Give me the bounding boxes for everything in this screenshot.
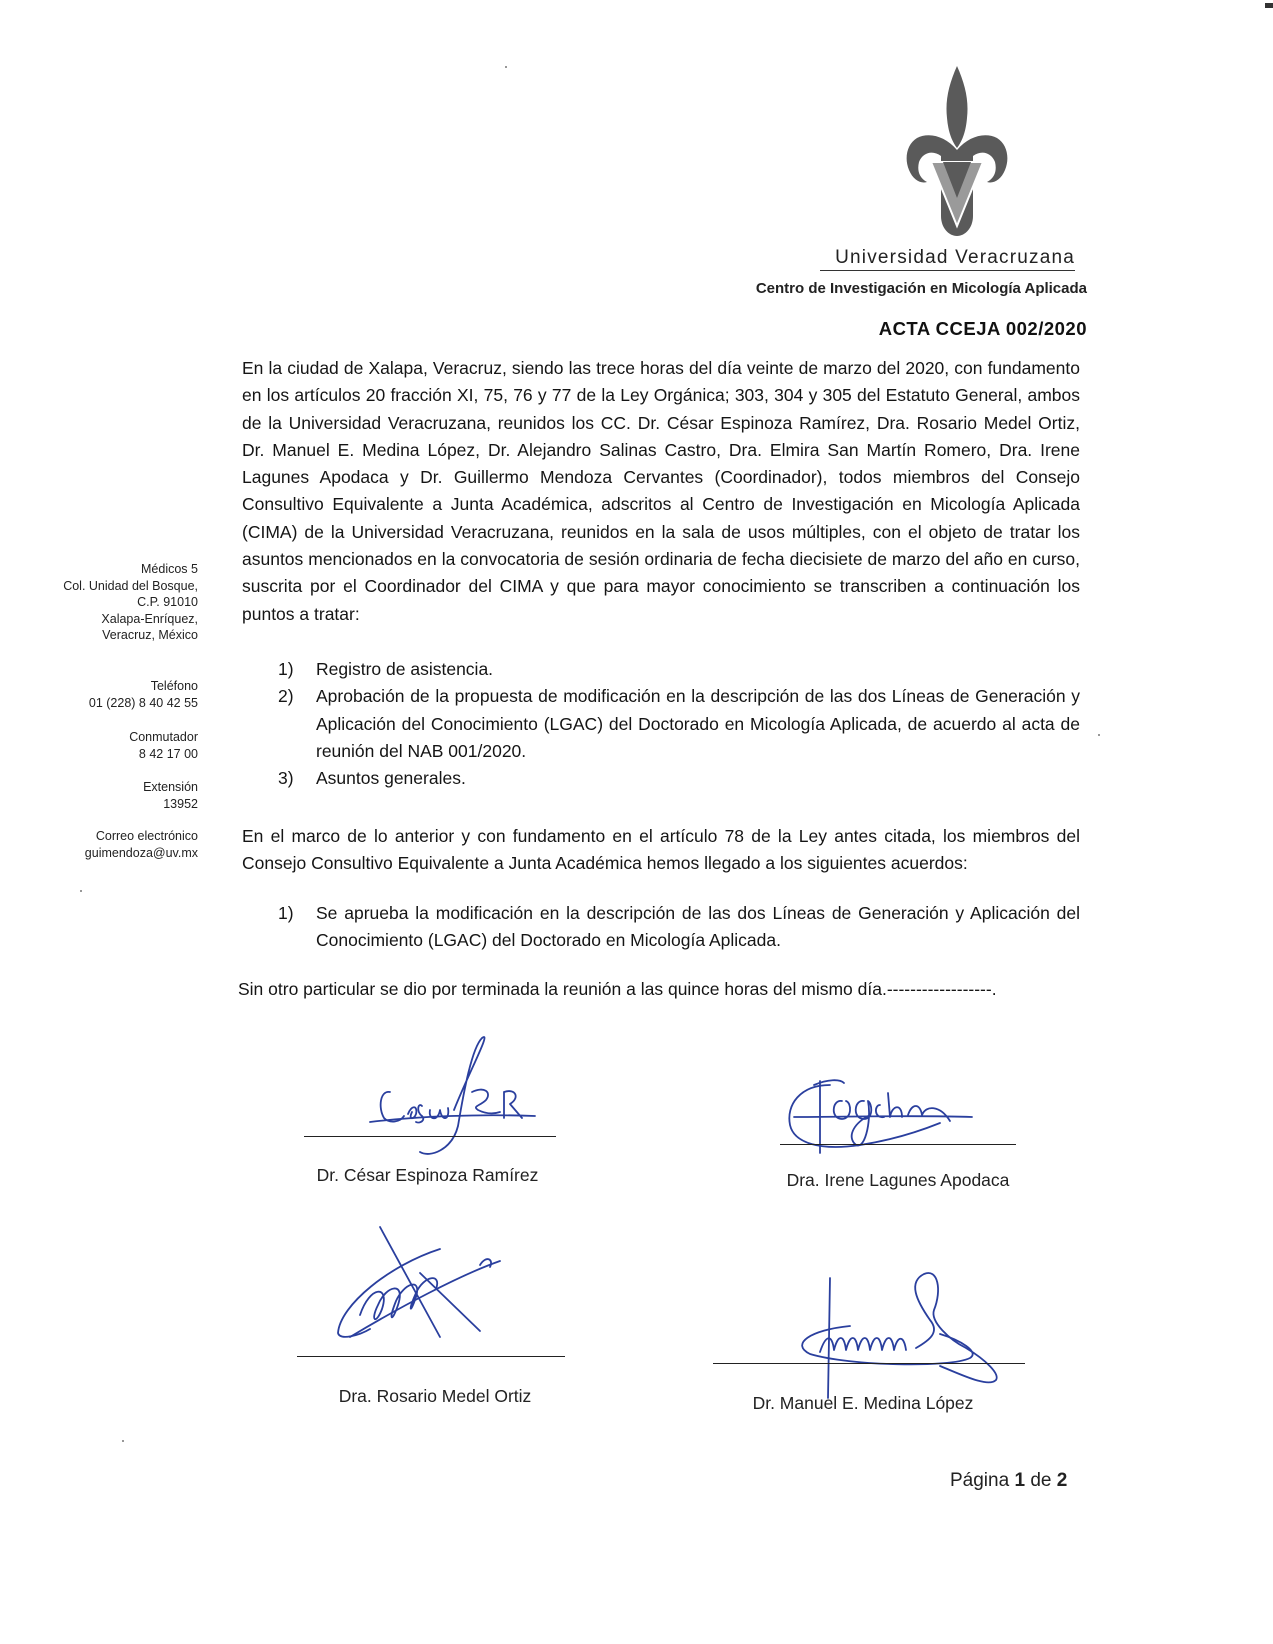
phone-label: Teléfono	[150, 679, 198, 693]
address-block	[40, 561, 198, 644]
signature-manuel-icon	[790, 1270, 1020, 1400]
address-line: Xalapa-Enríquez,	[101, 611, 198, 626]
signature-rosario-icon	[330, 1225, 530, 1345]
signature-line	[297, 1356, 565, 1357]
switchboard-value: 8 42 17 00	[138, 746, 198, 761]
page-number	[950, 1470, 1067, 1492]
scan-speck	[1098, 734, 1100, 736]
address-line: Médicos 5	[141, 562, 198, 576]
page-total: 2	[1056, 1470, 1068, 1491]
closing-paragraph: Sin otro particular se dio por terminada la reunión a las quince horas del mismo día.------------------.	[238, 979, 997, 999]
institution-name: Universidad Veracruzana	[820, 247, 1075, 271]
page-label: Página	[950, 1470, 1010, 1491]
signatory-name: Dra. Irene Lagunes Apodaca	[786, 1170, 1010, 1190]
agenda-list	[278, 656, 1080, 792]
signature-line	[713, 1363, 1025, 1364]
center-name: Centro de Investigación en Micología Aplicada	[755, 280, 1087, 297]
email-block	[40, 828, 198, 861]
switchboard-label: Conmutador	[129, 730, 198, 744]
agenda-item	[278, 656, 1080, 683]
page-of: de	[1030, 1470, 1052, 1491]
agenda-number: 1)	[278, 659, 294, 679]
agreement-item	[278, 900, 1080, 955]
scan-speck	[505, 66, 507, 68]
agreement-number: 1)	[278, 903, 294, 923]
agreements-intro-paragraph: En el marco de lo anterior y con fundamento en el artículo 78 de la Ley antes citada, los miembros del Consejo Consultivo Equivalente a Junta Académica hemos llegado a los siguientes acuerdos:	[242, 826, 1080, 874]
signature-irene-icon	[780, 1065, 980, 1155]
extension-value: 13952	[163, 796, 198, 811]
agenda-text: Asuntos generales.	[316, 768, 466, 789]
address-line: Veracruz, México	[102, 628, 198, 642]
scan-corner-mark	[1265, 3, 1273, 8]
signature-cesar-icon	[360, 1030, 540, 1160]
phone-value: 01 (228) 8 40 42 55	[88, 695, 198, 710]
uv-logo-icon	[905, 66, 1009, 236]
signature-line	[304, 1136, 556, 1137]
agreements-list	[278, 900, 1080, 955]
page-current: 1	[1014, 1470, 1026, 1491]
agreement-text: Se aprueba la modificación en la descripción de las dos Líneas de Generación y Aplicación del Conocimiento (LGAC) del Doctorado en Micología Aplicada.	[316, 903, 1080, 951]
email-value[interactable]: guimendoza@uv.mx	[84, 845, 198, 860]
switchboard-block	[40, 729, 198, 762]
agenda-text: Aprobación de la propuesta de modificación en la descripción de las dos Líneas de Generación y Aplicación del Conocimiento (LGAC) del Doctorado en Micología Aplicada, de acuerdo al acta de reunión del NAB 001/2020.	[316, 686, 1080, 761]
agenda-number: 3)	[278, 768, 294, 789]
signature-line	[780, 1144, 1016, 1145]
signatory-name: Dra. Rosario Medel Ortiz	[338, 1386, 532, 1406]
signatory-name: Dr. Manuel E. Medina López	[752, 1393, 974, 1413]
scan-speck	[122, 1440, 124, 1442]
agenda-item	[278, 765, 1080, 792]
extension-block	[40, 779, 198, 812]
signatory-name: Dr. César Espinoza Ramírez	[316, 1165, 539, 1185]
agenda-number: 2)	[278, 686, 294, 707]
agenda-text: Registro de asistencia.	[316, 659, 494, 679]
email-label: Correo electrónico	[95, 829, 198, 843]
extension-label: Extensión	[143, 780, 198, 794]
intro-paragraph: En la ciudad de Xalapa, Veracruz, siendo las trece horas del día veinte de marzo del 2020, con fundamento en los artículos 20 fracción XI, 75, 76 y 77 de la Ley Orgánica; 303, 304 y 305 del Estatuto General, ambos de la Universidad Veracruzana, reunidos los CC. Dr. César Espinoza Ramírez, Dra. Rosario Medel Ortiz, Dr. Manuel E. Medina López, Dr. Alejandro Salinas Castro, Dra. Elmira San Martín Romero, Dra. Irene Lagunes Apodaca y Dr. Guillermo Mendoza Cervantes (Coordinador), todos miembros del Consejo Consultivo Equivalente a Junta Académica, adscritos al Centro de Investigación en Micología Aplicada (CIMA) de la Universidad Veracruzana, reunidos en la sala de usos múltiples, con el objeto de tratar los asuntos mencionados en la convocatoria de sesión ordinaria de fecha diecisiete de marzo del año en curso, suscrita por el Coordinador del CIMA y que para mayor conocimiento se transcriben a continuación los puntos a tratar:	[242, 358, 1080, 624]
address-line: Col. Unidad del Bosque,	[63, 578, 198, 593]
phone-block	[40, 678, 198, 711]
document-title: ACTA CCEJA 002/2020	[878, 318, 1087, 339]
agenda-item	[278, 683, 1080, 765]
scan-speck	[80, 890, 82, 892]
address-line: C.P. 91010	[137, 595, 198, 609]
